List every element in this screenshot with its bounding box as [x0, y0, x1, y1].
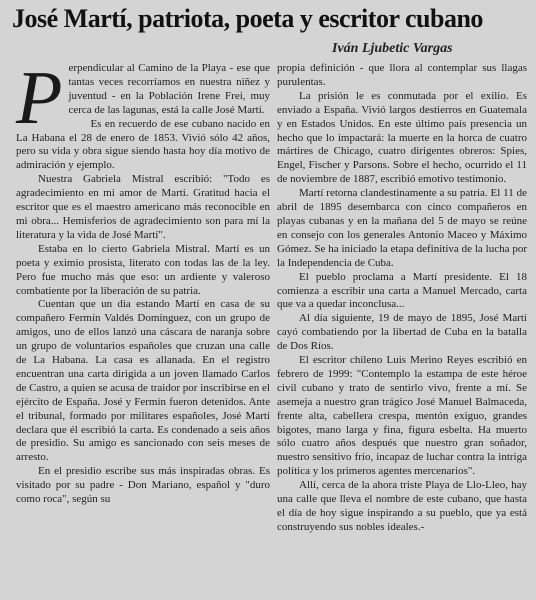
article-column-right [277, 62, 527, 535]
paragraph: Estaba en lo cierto Gabriela Mistral. Martí es un poeta y eximio prosista, literato con todas las de la ley. Pero fue mucho más que eso: un ardiente y valeroso combatiente por la liberación de su patria. [16, 242, 270, 297]
paragraph: En el presidio escribe sus más inspiradas obras. Es visitado por su padre - Don Mariano, español y "duro como roca", según su [16, 465, 270, 506]
paragraph: propia definición - que llora al contemplar sus llagas purulentas. [277, 62, 527, 88]
paragraph: Allí, cerca de la ahora triste Playa de Llo-Lleo, hay una calle que lleva el nombre de este cubano, que hasta el día de hoy sigue inspirando a su pueblo, que ya está construyendo sus nobles ideales.- [277, 479, 527, 533]
paragraph: El escritor chileno Luis Merino Reyes escribió en febrero de 1999: "Contemplo la estampa de este héroe civil cubano y trato de sentirlo vivo, frente a mí. Se asemeja a nuestro gran trágico José Manuel Balmaceda, frente alta, cabellera crespa, mentón exiguo, grandes bigotes, mano larga y fina, figura esbelta. Ha muerto sólo cuatro años después que nuestro gran soñador, nuestro sensitivo frío, incapaz de luchar contra la intriga política y los primeros agentes mercenarios". [277, 354, 527, 478]
article-headline: José Martí, patriota, poeta y escritor cubano [12, 4, 483, 33]
drop-cap: P [16, 56, 63, 140]
paragraph: Martí retorna clandestinamente a su patria. El 11 de abril de 1895 desembarca con cinco compañeros en playas cubanas y en la mañana del 5 de mayo se reúne en consejo con los generales Antonio Maceo y Máximo Gómez. Se ha iniciado la etapa definitiva de la lucha por la Independencia de Cuba. [277, 187, 527, 269]
paragraph: Nuestra Gabriela Mistral escribió: "Todo es agradecimiento en mi amor de Martí. Gratitud hacia el escritor que es el maestro americano más reconocible en mi obra... Hemisferios de agradecimiento son para mí la literatura y la vida de José Martí". [16, 173, 270, 241]
paragraph: Cuentan que un día estando Martí en casa de su compañero Fermín Valdés Domínguez, con un grupo de amigos, uno de ellos lanzó una cáscara de naranja sobre un grupo de voluntarios españoles que cruzan una calle de La Habana. La casa es allanada. En el registro encuentran una carta dirigida a un joven llamado Carlos de Castro, a quien se acusa de traidor por inscribirse en el ejército de España. José y Fermín fueron detenidos. Ante el tribunal, formado por militares españoles, José Martí declara que él escribió la carta. Es condenado a seis años de presidio. Su amigo es sancionado con seis meses de arresto. [16, 298, 270, 464]
article-column-left [16, 56, 270, 507]
paragraph: Al día siguiente, 19 de mayo de 1895, José Martí cayó combatiendo por la libertad de Cuba en la batalla de Dos Ríos. [277, 312, 527, 353]
article-byline: Iván Ljubetic Vargas [332, 41, 453, 56]
paragraph: Es en recuerdo de ese cubano nacido en La Habana el 28 de enero de 1853. Vivió sólo 42 años, pero su vida y obra sigue siendo hasta hoy día motivo de admiración y ejemplo. [16, 117, 270, 172]
paragraph: erpendicular al Camino de la Playa - ese que tantas veces recorríamos en nuestra niñez y juventud - en la Población Irene Frei, muy cerca de las lagunas, está la calle José Martí. [68, 62, 270, 116]
paragraph: El pueblo proclama a Martí presidente. El 18 comienza a escribir una carta a Manuel Mercado, carta que va a quedar inconclusa... [277, 270, 527, 311]
paragraph: La prisión le es conmutada por el exilio. Es enviado a España. Vivió largos destierros en Guatemala y en Estados Unidos. En este último país presencia un hecho que lo impactará: la muerte en la horca de cuatro mártires de Chicago, cuatro dirigentes obreros: Spies, Engel, Fischer y Parsons. Sobre el hecho, ocurrido el 11 de noviembre de 1887, escribió emotivo testimonio. [277, 89, 527, 186]
